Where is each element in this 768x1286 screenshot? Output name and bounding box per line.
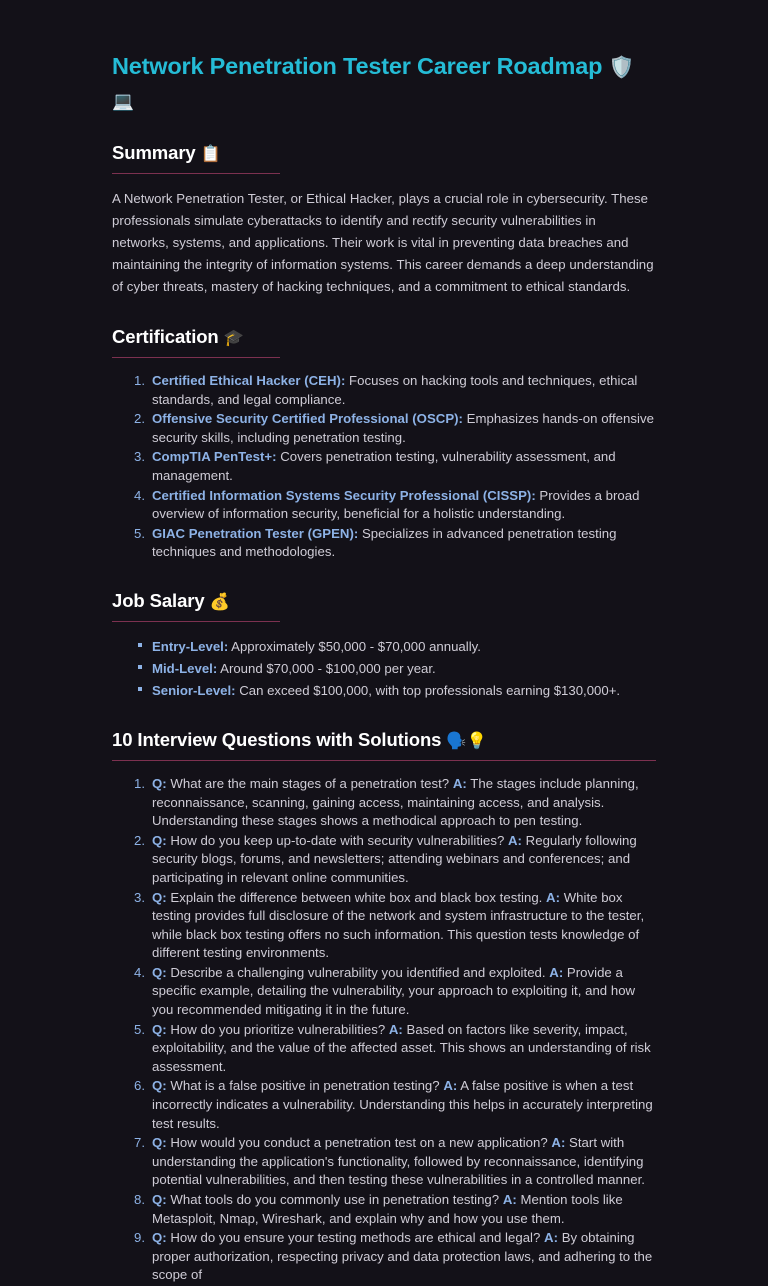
answer-text: By obtaining proper authorization, respecting privacy and data protection laws, and adhering to the scope of bbox=[152, 1230, 653, 1283]
list-item-number: 7. bbox=[134, 1135, 146, 1151]
light-bulb-emoji: 💡 bbox=[466, 730, 487, 750]
answer-label: A: bbox=[546, 889, 561, 905]
answer-label: A: bbox=[443, 1078, 458, 1094]
answer-text: Based on factors like severity, impact, exploitability, and the value of the affected asset. This shows an understanding of risk assessment. bbox=[152, 1021, 651, 1074]
list-item bbox=[134, 775, 656, 831]
question-text: How do you ensure your testing methods are ethical and legal? bbox=[166, 1230, 545, 1246]
certification-name: GIAC Penetration Tester (GPEN): bbox=[152, 525, 359, 541]
certification-description: Emphasizes hands-on offensive security skills, including penetration testing. bbox=[152, 411, 654, 445]
job-salary-list bbox=[112, 636, 656, 701]
list-item bbox=[134, 372, 656, 409]
list-item bbox=[134, 487, 656, 524]
salary-level-label: Entry-Level: bbox=[152, 638, 229, 654]
list-item bbox=[134, 964, 656, 1020]
certification-description: Covers penetration testing, vulnerability assessment, and management. bbox=[152, 449, 616, 483]
list-item-number: 5. bbox=[134, 525, 146, 541]
speaking-head-emoji: 🗣️ bbox=[446, 730, 467, 750]
list-item bbox=[134, 410, 656, 447]
list-item bbox=[134, 1134, 656, 1190]
list-item bbox=[134, 1077, 656, 1133]
list-item bbox=[134, 448, 656, 485]
answer-text: A false positive is when a test incorrectly indicates a vulnerability. Understanding this helps in accurately interpreting test results. bbox=[152, 1078, 653, 1131]
job-salary-heading-rule bbox=[112, 588, 280, 622]
job-salary-heading bbox=[112, 588, 280, 621]
question-text: What are the main stages of a penetration test? bbox=[166, 775, 453, 791]
laptop-emoji: 💻 bbox=[112, 92, 134, 112]
certification-name: Offensive Security Certified Professional (OSCP): bbox=[152, 411, 463, 427]
list-item-number: 9. bbox=[134, 1230, 146, 1246]
certification-heading bbox=[112, 324, 280, 357]
answer-text: White box testing provides full disclosure of the network and system infrastructure to the tester, while black box testing offers no such information. This question tests knowledge of different testing environments. bbox=[152, 889, 645, 961]
question-text: Explain the difference between white box and black box testing. bbox=[166, 889, 547, 905]
answer-text: Regularly following security blogs, forums, and newsletters; attending webinars and conferences; and participating in relevant online communities. bbox=[152, 832, 637, 885]
question-label: Q: bbox=[152, 964, 167, 980]
question-text: How do you keep up-to-date with security vulnerabilities? bbox=[166, 832, 509, 848]
answer-label: A: bbox=[452, 775, 467, 791]
summary-heading-text: Summary bbox=[112, 142, 196, 163]
shield-emoji: 🛡️ bbox=[608, 55, 635, 79]
list-item-number: 2. bbox=[134, 411, 146, 427]
answer-text: Provide a specific example, detailing the vulnerability, your approach to exploiting it, and how you recommended mitigating it in the future. bbox=[152, 964, 636, 1018]
question-label: Q: bbox=[152, 1021, 167, 1037]
answer-label: A: bbox=[549, 964, 564, 980]
page-title bbox=[112, 52, 656, 82]
certification-heading-rule bbox=[112, 324, 280, 358]
money-bag-emoji: 💰 bbox=[209, 591, 230, 611]
question-label: Q: bbox=[152, 1192, 167, 1207]
list-item bbox=[134, 525, 656, 562]
salary-level-label: Mid-Level: bbox=[152, 660, 218, 676]
page-title-text: Network Penetration Tester Career Roadmap bbox=[112, 53, 603, 79]
question-text: How do you prioritize vulnerabilities? bbox=[166, 1021, 389, 1037]
salary-range: Can exceed $100,000, with top professionals earning $130,000+. bbox=[235, 682, 621, 698]
interview-questions-list bbox=[112, 775, 656, 1285]
answer-label: A: bbox=[502, 1192, 517, 1207]
summary-heading bbox=[112, 140, 280, 173]
list-item-number: 5. bbox=[134, 1021, 146, 1037]
interview-heading-rule bbox=[112, 727, 656, 761]
certification-description: Specializes in advanced penetration testing techniques and methodologies. bbox=[152, 525, 617, 560]
interview-heading bbox=[112, 727, 656, 760]
question-label: Q: bbox=[152, 1078, 167, 1094]
list-item bbox=[138, 658, 656, 679]
answer-text: Start with understanding the application's functionality, followed by reconnaissance, identifying potential vulnerabilities, and then testing these vulnerabilities in a controlled manner. bbox=[152, 1135, 645, 1188]
certification-description: Provides a broad overview of information security, beneficial for a holistic understanding. bbox=[152, 487, 640, 522]
question-label: Q: bbox=[152, 889, 167, 905]
list-item-number: 4. bbox=[134, 487, 146, 503]
certification-name: Certified Information Systems Security Professional (CISSP): bbox=[152, 487, 536, 503]
list-item-number: 3. bbox=[134, 449, 146, 465]
list-item-number: 1. bbox=[134, 775, 146, 791]
question-label: Q: bbox=[152, 1230, 167, 1246]
list-item-number: 3. bbox=[134, 889, 146, 905]
bullet-icon bbox=[138, 665, 142, 669]
document-title-row bbox=[112, 52, 656, 82]
bullet-icon bbox=[138, 687, 142, 691]
question-text: What tools do you commonly use in penetration testing? bbox=[166, 1192, 503, 1207]
question-text: How would you conduct a penetration test on a new application? bbox=[166, 1135, 552, 1151]
list-item bbox=[134, 889, 656, 963]
answer-label: A: bbox=[508, 832, 522, 848]
answer-text: Mention tools like Metasploit, Nmap, Wireshark, and explain why and how you use them. bbox=[152, 1192, 623, 1226]
question-label: Q: bbox=[152, 832, 167, 848]
list-item bbox=[134, 1229, 656, 1285]
list-item bbox=[134, 1021, 656, 1077]
clipboard-emoji: 📋 bbox=[200, 144, 221, 163]
list-item bbox=[138, 636, 656, 657]
answer-text: The stages include planning, reconnaissance, scanning, gaining access, maintaining access, and analysis. Understanding these stages shows a methodical approach to pen testing. bbox=[152, 775, 639, 829]
list-item bbox=[134, 832, 656, 888]
salary-range: Around $70,000 - $100,000 per year. bbox=[217, 660, 436, 676]
list-item-number: 8. bbox=[134, 1192, 146, 1207]
question-label: Q: bbox=[152, 775, 167, 791]
certification-name: CompTIA PenTest+: bbox=[152, 449, 277, 465]
summary-block bbox=[112, 188, 656, 298]
list-item-number: 6. bbox=[134, 1078, 146, 1094]
question-text: Describe a challenging vulnerability you identified and exploited. bbox=[166, 964, 550, 980]
interview-heading-text: 10 Interview Questions with Solutions bbox=[112, 728, 442, 750]
summary-paragraph: A Network Penetration Tester, or Ethical Hacker, plays a crucial role in cybersecurity. These professionals simulate cyberattacks to identify and rectify security vulnerabilities in networks, systems, and applications. Their work is vital in preventing data breaches and maintaining the integrity of information systems. This career demands a deep understanding of cyber threats, mastery of hacking techniques, and a commitment to ethical standards. bbox=[112, 191, 654, 294]
answer-label: A: bbox=[544, 1230, 559, 1246]
laptop-emoji-row bbox=[112, 88, 656, 114]
summary-heading-rule bbox=[112, 140, 280, 174]
salary-level-label: Senior-Level: bbox=[152, 682, 236, 698]
list-item bbox=[138, 680, 656, 701]
certification-description: Focuses on hacking tools and techniques, ethical standards, and legal compliance. bbox=[152, 373, 638, 407]
salary-range: Approximately $50,000 - $70,000 annually. bbox=[228, 638, 481, 654]
certification-list bbox=[112, 372, 656, 562]
certification-name: Certified Ethical Hacker (CEH): bbox=[152, 373, 346, 388]
list-item-number: 1. bbox=[134, 373, 146, 388]
certification-heading-text: Certification bbox=[112, 326, 219, 347]
list-item-number: 4. bbox=[134, 964, 146, 980]
question-label: Q: bbox=[152, 1135, 167, 1151]
answer-label: A: bbox=[388, 1021, 403, 1037]
job-salary-heading-text: Job Salary bbox=[112, 589, 205, 611]
answer-label: A: bbox=[551, 1135, 566, 1151]
list-item bbox=[134, 1191, 656, 1228]
list-item-number: 2. bbox=[134, 832, 146, 848]
graduation-cap-emoji: 🎓 bbox=[223, 328, 244, 347]
bullet-icon bbox=[138, 643, 142, 647]
question-text: What is a false positive in penetration testing? bbox=[166, 1078, 444, 1094]
